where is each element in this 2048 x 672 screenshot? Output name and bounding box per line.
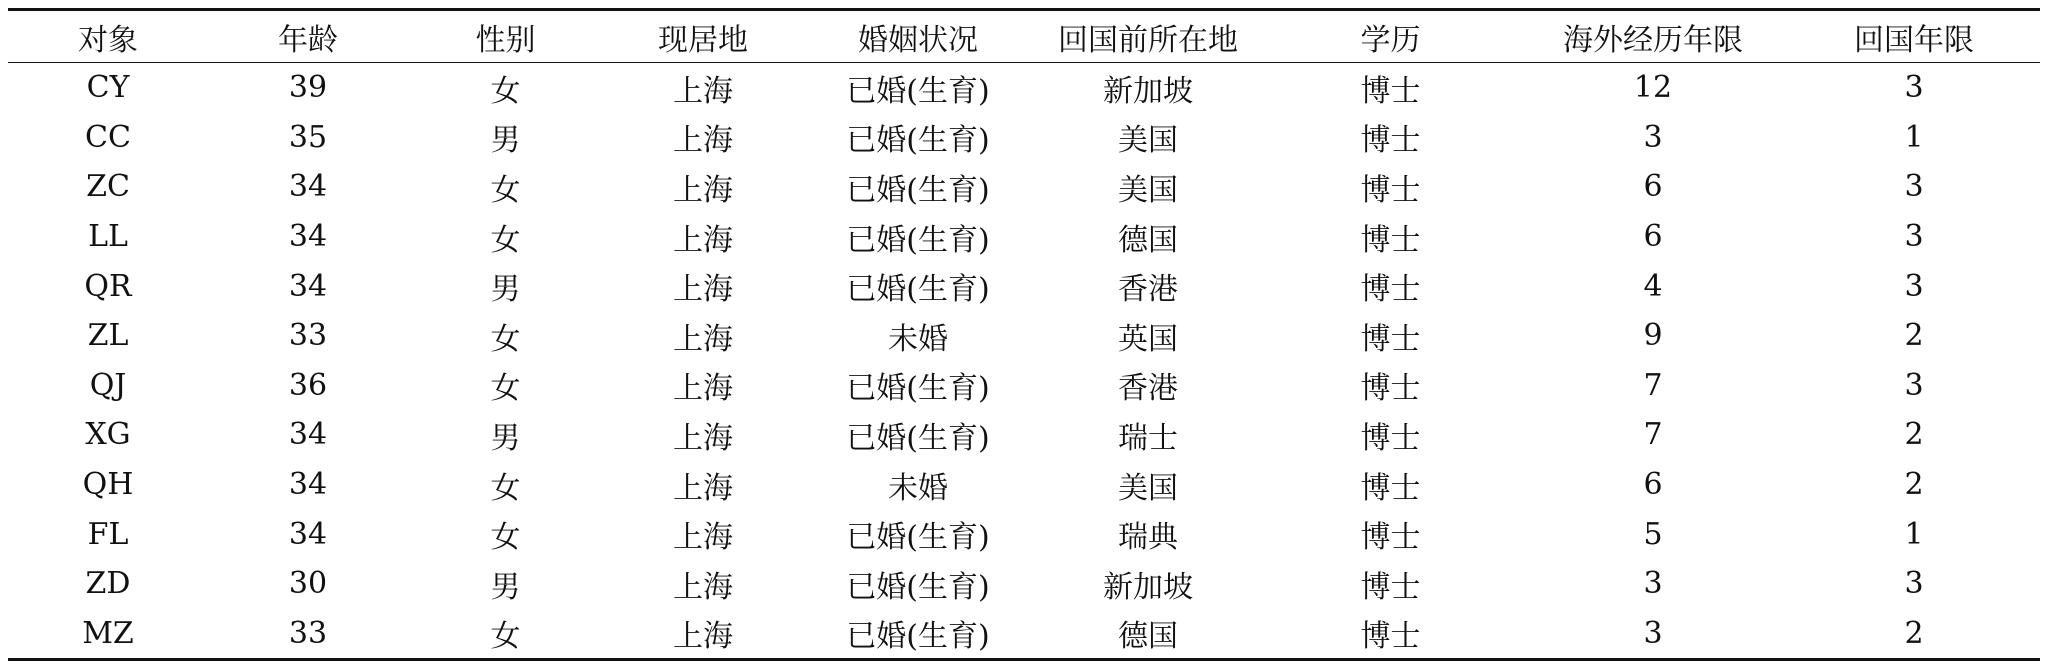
table-cell: 博士 — [1360, 222, 1421, 258]
table-cell: 博士 — [1360, 73, 1421, 109]
table-cell: 上海 — [673, 371, 733, 407]
table-cell: 39 — [288, 70, 328, 106]
table-cell: 男 — [490, 123, 521, 159]
table-cell: 已婚(生育) — [846, 371, 990, 407]
table-cell: 上海 — [673, 73, 733, 109]
table-cell: 2 — [1788, 609, 2040, 660]
table-cell: 3 — [1904, 70, 1924, 106]
table-cell: XG — [85, 417, 131, 453]
table-cell: QH — [82, 467, 134, 503]
table-cell: 女 — [408, 609, 603, 660]
table-cell: 2 — [1904, 417, 1924, 453]
table-row — [8, 361, 2040, 411]
table-cell: CY — [86, 70, 130, 106]
column-header: 性别 — [408, 10, 603, 63]
table-cell: ZD — [85, 566, 131, 602]
table-cell: 德国 — [1118, 222, 1178, 258]
table-cell: 上海 — [673, 321, 733, 357]
table-cell: 女 — [490, 172, 521, 208]
table-row — [8, 63, 2040, 113]
column-header: 婚姻状况 — [803, 10, 1033, 63]
column-header: 对象 — [8, 10, 208, 63]
table-cell: 33 — [208, 609, 408, 660]
table-cell: 博士 — [1360, 123, 1421, 159]
table-row — [8, 162, 2040, 212]
table-cell: 33 — [288, 318, 328, 354]
table-cell: 美国 — [1118, 470, 1178, 506]
table-cell: 12 — [1633, 70, 1673, 106]
column-header: 年龄 — [208, 10, 408, 63]
table-cell: 已婚(生育) — [846, 172, 990, 208]
table-cell: 上海 — [673, 272, 733, 308]
table-row — [8, 113, 2040, 163]
table-cell: 30 — [288, 566, 328, 602]
table-cell: 4 — [1643, 268, 1663, 304]
table-cell: 香港 — [1118, 371, 1178, 407]
table-cell: 1 — [1904, 119, 1924, 155]
table-cell: 未婚 — [888, 321, 948, 357]
table-cell: 已婚(生育) — [846, 420, 990, 456]
table-cell: 上海 — [673, 420, 733, 456]
table-cell: 已婚(生育) — [846, 123, 990, 159]
table-cell: 女 — [490, 321, 521, 357]
column-header: 现居地 — [603, 10, 803, 63]
table-cell: 35 — [288, 119, 328, 155]
table-cell: 博士 — [1360, 172, 1421, 208]
table-cell: 34 — [288, 467, 328, 503]
table-cell: 男 — [490, 272, 521, 308]
table-cell: 7 — [1643, 417, 1663, 453]
table-cell: 已婚(生育) — [803, 609, 1033, 660]
table-row — [8, 460, 2040, 510]
table-cell: 英国 — [1118, 321, 1178, 357]
table-cell: 男 — [490, 420, 521, 456]
table-cell: 博士 — [1360, 371, 1421, 407]
table-cell: 男 — [490, 569, 521, 605]
table-cell: 9 — [1643, 318, 1663, 354]
table-cell: 博士 — [1360, 520, 1421, 556]
table-cell: 已婚(生育) — [846, 272, 990, 308]
table-cell: 上海 — [673, 569, 733, 605]
table-cell: 3 — [1904, 268, 1924, 304]
table-cell: 上海 — [673, 172, 733, 208]
table-cell: 6 — [1643, 219, 1663, 255]
table-cell: 上海 — [603, 609, 803, 660]
table-cell: CC — [85, 119, 131, 155]
table-cell: 女 — [490, 73, 521, 109]
table-cell: 博士 — [1360, 272, 1421, 308]
table-cell: 34 — [288, 417, 328, 453]
table-cell: 3 — [1904, 566, 1924, 602]
table-cell: 上海 — [673, 222, 733, 258]
table-cell: 7 — [1643, 367, 1663, 403]
table-cell: 美国 — [1118, 172, 1178, 208]
table-cell: 6 — [1643, 169, 1663, 205]
table-cell: 已婚(生育) — [846, 569, 990, 605]
table-cell: MZ — [8, 609, 208, 660]
table-cell: 博士 — [1360, 420, 1421, 456]
table-cell: 6 — [1643, 467, 1663, 503]
table-cell: 34 — [288, 268, 328, 304]
column-header: 回国年限 — [1788, 10, 2040, 63]
table-cell: 香港 — [1118, 272, 1178, 308]
table-cell: 女 — [490, 371, 521, 407]
column-header: 海外经历年限 — [1518, 10, 1788, 63]
table-cell: 新加坡 — [1103, 569, 1193, 605]
table-cell: LL — [88, 219, 128, 255]
table-cell: 瑞典 — [1118, 520, 1178, 556]
table-cell: 3 — [1643, 119, 1663, 155]
table-cell: ZC — [86, 169, 130, 205]
table-cell: 2 — [1904, 467, 1924, 503]
table-cell: 女 — [490, 222, 521, 258]
table-cell: 上海 — [673, 520, 733, 556]
table-cell: 已婚(生育) — [846, 73, 990, 109]
table-cell: 3 — [1904, 219, 1924, 255]
table-cell: 已婚(生育) — [846, 520, 990, 556]
table-cell: FL — [87, 516, 129, 552]
table-cell: 新加坡 — [1103, 73, 1193, 109]
table-row — [8, 609, 2040, 660]
table-cell: 瑞士 — [1118, 420, 1178, 456]
table-cell: 未婚 — [888, 470, 948, 506]
table-cell: 5 — [1643, 516, 1663, 552]
table-cell: 36 — [288, 367, 328, 403]
header-row — [8, 10, 2040, 63]
data-table — [8, 8, 2040, 661]
table-cell: 上海 — [673, 470, 733, 506]
table-cell: 德国 — [1033, 609, 1263, 660]
table-row — [8, 509, 2040, 559]
table-row — [8, 559, 2040, 609]
table-cell: 3 — [1904, 367, 1924, 403]
table-cell: 2 — [1904, 318, 1924, 354]
table-row — [8, 212, 2040, 262]
table-cell: 34 — [288, 219, 328, 255]
table-cell: 上海 — [673, 123, 733, 159]
table-cell: 女 — [490, 520, 521, 556]
table-cell: 1 — [1904, 516, 1924, 552]
table-row — [8, 261, 2040, 311]
table-cell: QR — [84, 268, 132, 304]
table-cell: ZL — [87, 318, 129, 354]
table-cell: 女 — [490, 470, 521, 506]
table-cell: 3 — [1518, 609, 1788, 660]
table-cell: 博士 — [1360, 321, 1421, 357]
table-cell: 博士 — [1263, 609, 1518, 660]
column-header: 学历 — [1263, 10, 1518, 63]
table-row — [8, 311, 2040, 361]
table-cell: QJ — [89, 367, 127, 403]
table-cell: 美国 — [1118, 123, 1178, 159]
column-header: 回国前所在地 — [1033, 10, 1263, 63]
table-cell: 3 — [1643, 566, 1663, 602]
table-cell: 3 — [1904, 169, 1924, 205]
table-cell: 博士 — [1360, 569, 1421, 605]
table-cell: 已婚(生育) — [846, 222, 990, 258]
table-cell: 34 — [288, 516, 328, 552]
table-row — [8, 410, 2040, 460]
table-cell: 34 — [288, 169, 328, 205]
table-cell: 博士 — [1360, 470, 1421, 506]
